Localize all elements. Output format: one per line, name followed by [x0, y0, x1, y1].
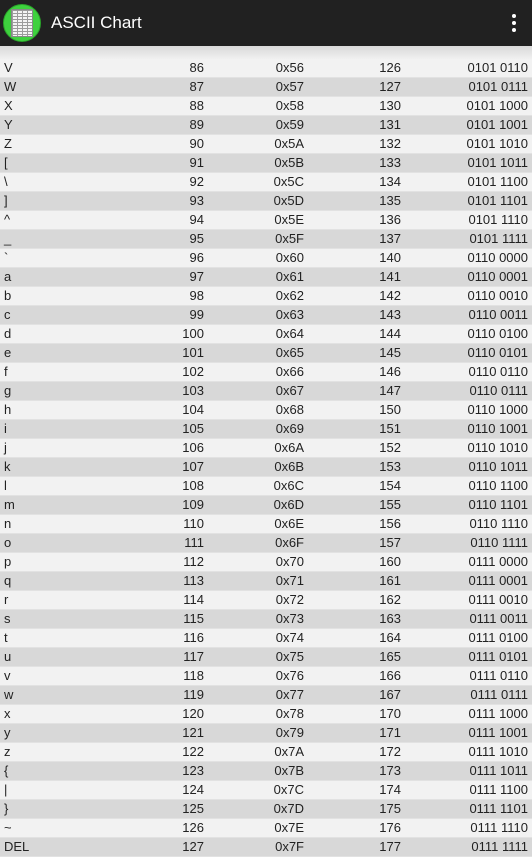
char-cell: q	[4, 573, 12, 588]
octal-cell: 130	[379, 98, 401, 113]
table-row[interactable]	[0, 553, 532, 572]
binary-cell: 0101 1010	[466, 136, 528, 151]
binary-cell: 0111 0100	[468, 630, 528, 645]
hex-cell: 0x6B	[274, 459, 304, 474]
hex-cell: 0x68	[275, 402, 304, 417]
decimal-cell: 109	[182, 497, 204, 512]
char-cell: `	[4, 250, 9, 265]
decimal-cell: 117	[183, 649, 204, 664]
table-row[interactable]	[0, 211, 532, 230]
hex-cell: 0x73	[275, 611, 304, 626]
binary-cell: 0110 0111	[469, 383, 528, 398]
octal-cell: 140	[379, 250, 401, 265]
char-cell: DEL	[4, 839, 30, 854]
decimal-cell: 123	[182, 763, 204, 778]
decimal-cell: 115	[183, 611, 204, 626]
binary-cell: 0101 1000	[466, 98, 528, 113]
char-cell: Y	[4, 117, 13, 132]
decimal-cell: 104	[182, 402, 204, 417]
hex-cell: 0x5C	[273, 174, 304, 189]
table-row[interactable]	[0, 800, 532, 819]
octal-cell: 135	[379, 193, 401, 208]
binary-cell: 0101 1110	[468, 212, 528, 227]
hex-cell: 0x5D	[273, 193, 304, 208]
octal-cell: 153	[379, 459, 401, 474]
binary-cell: 0111 1000	[468, 706, 528, 721]
decimal-cell: 93	[189, 193, 204, 208]
char-cell: w	[4, 687, 14, 702]
hex-cell: 0x71	[275, 573, 304, 588]
hex-cell: 0x76	[275, 668, 304, 683]
decimal-cell: 91	[189, 155, 204, 170]
decimal-cell: 124	[182, 782, 204, 797]
binary-cell: 0111 0000	[468, 554, 528, 569]
octal-cell: 164	[379, 630, 401, 645]
octal-cell: 145	[379, 345, 401, 360]
binary-cell: 0110 1001	[467, 421, 528, 436]
hex-cell: 0x61	[275, 269, 304, 284]
decimal-cell: 116	[183, 630, 204, 645]
overflow-dot	[512, 14, 516, 18]
char-cell: m	[4, 497, 15, 512]
octal-cell: 157	[379, 535, 401, 550]
octal-cell: 144	[379, 326, 401, 341]
char-cell: b	[4, 288, 12, 303]
char-cell: o	[4, 535, 12, 550]
hex-cell: 0x5A	[274, 136, 304, 151]
table-row[interactable]	[0, 173, 532, 192]
decimal-cell: 95	[189, 231, 204, 246]
octal-cell: 160	[379, 554, 401, 569]
hex-cell: 0x59	[275, 117, 304, 132]
binary-cell: 0110 1110	[469, 516, 528, 531]
char-cell: r	[4, 592, 9, 607]
binary-cell: 0111 1001	[468, 725, 528, 740]
binary-cell: 0101 1001	[466, 117, 528, 132]
binary-cell: 0110 1000	[467, 402, 528, 417]
hex-cell: 0x77	[275, 687, 304, 702]
table-row[interactable]	[0, 249, 532, 268]
binary-cell: 0111 1110	[470, 820, 528, 835]
decimal-cell: 89	[189, 117, 204, 132]
table-row[interactable]	[0, 629, 532, 648]
binary-cell: 0110 0000	[467, 250, 528, 265]
table-row[interactable]	[0, 325, 532, 344]
table-row[interactable]	[0, 762, 532, 781]
octal-cell: 146	[379, 364, 401, 379]
hex-cell: 0x5F	[275, 231, 304, 246]
table-row[interactable]	[0, 572, 532, 591]
table-row[interactable]	[0, 382, 532, 401]
octal-cell: 175	[379, 801, 401, 816]
table-row[interactable]	[0, 420, 532, 439]
char-cell: z	[4, 744, 11, 759]
hex-cell: 0x62	[275, 288, 304, 303]
binary-cell: 0111 1111	[471, 839, 528, 854]
decimal-cell: 111	[184, 535, 204, 550]
char-cell: x	[4, 706, 11, 721]
binary-cell: 0101 0111	[468, 79, 528, 94]
binary-cell: 0101 1111	[469, 231, 528, 246]
decimal-cell: 113	[183, 573, 204, 588]
octal-cell: 166	[379, 668, 401, 683]
binary-cell: 0111 0101	[468, 649, 528, 664]
decimal-cell: 126	[182, 820, 204, 835]
table-row[interactable]	[0, 135, 532, 154]
hex-cell: 0x7C	[273, 782, 304, 797]
octal-cell: 174	[379, 782, 401, 797]
char-cell: {	[4, 763, 9, 778]
decimal-cell: 120	[182, 706, 204, 721]
decimal-cell: 90	[189, 136, 204, 151]
char-cell: l	[4, 478, 7, 493]
table-row[interactable]	[0, 59, 532, 78]
binary-cell: 0101 0110	[467, 60, 528, 75]
octal-cell: 176	[379, 820, 401, 835]
char-cell: ^	[4, 212, 11, 227]
table-row[interactable]	[0, 363, 532, 382]
overflow-menu-icon[interactable]	[502, 0, 526, 46]
table-row[interactable]	[0, 401, 532, 420]
binary-cell: 0101 1011	[467, 155, 528, 170]
octal-cell: 143	[379, 307, 401, 322]
binary-cell: 0110 1111	[470, 535, 528, 550]
decimal-cell: 119	[183, 687, 204, 702]
decimal-cell: 92	[189, 174, 204, 189]
hex-cell: 0x5B	[274, 155, 304, 170]
table-row[interactable]	[0, 667, 532, 686]
table-row[interactable]	[0, 610, 532, 629]
ascii-table[interactable]	[0, 59, 532, 857]
octal-cell: 150	[379, 402, 401, 417]
table-row[interactable]	[0, 78, 532, 97]
octal-cell: 156	[379, 516, 401, 531]
octal-cell: 127	[379, 79, 401, 94]
binary-cell: 0111 1101	[469, 801, 528, 816]
table-row[interactable]	[0, 344, 532, 363]
char-cell: u	[4, 649, 12, 664]
decimal-cell: 103	[182, 383, 204, 398]
hex-cell: 0x57	[275, 79, 304, 94]
char-cell: n	[4, 516, 12, 531]
octal-cell: 163	[379, 611, 401, 626]
char-cell: y	[4, 725, 11, 740]
table-row[interactable]	[0, 743, 532, 762]
binary-cell: 0110 0101	[467, 345, 528, 360]
decimal-cell: 97	[189, 269, 204, 284]
octal-cell: 142	[379, 288, 401, 303]
table-row[interactable]	[0, 116, 532, 135]
app-title: ASCII Chart	[51, 13, 142, 32]
decimal-cell: 100	[182, 326, 204, 341]
hex-cell: 0x75	[275, 649, 304, 664]
table-row[interactable]	[0, 192, 532, 211]
char-cell: ~	[4, 820, 12, 835]
decimal-cell: 122	[182, 744, 204, 759]
decimal-cell: 98	[189, 288, 204, 303]
char-cell: f	[4, 364, 8, 379]
table-row[interactable]	[0, 781, 532, 800]
octal-cell: 170	[379, 706, 401, 721]
binary-cell: 0111 0011	[469, 611, 528, 626]
char-cell: j	[4, 440, 7, 455]
table-row[interactable]	[0, 268, 532, 287]
table-row[interactable]	[0, 591, 532, 610]
table-row[interactable]	[0, 97, 532, 116]
hex-cell: 0x67	[275, 383, 304, 398]
table-row[interactable]	[0, 515, 532, 534]
table-row[interactable]	[0, 439, 532, 458]
binary-cell: 0111 0111	[470, 687, 528, 702]
octal-cell: 137	[379, 231, 401, 246]
hex-cell: 0x6E	[274, 516, 304, 531]
overflow-dot	[512, 28, 516, 32]
decimal-cell: 107	[182, 459, 204, 474]
decimal-cell: 96	[189, 250, 204, 265]
binary-cell: 0111 0010	[468, 592, 528, 607]
octal-cell: 155	[379, 497, 401, 512]
binary-cell: 0101 1101	[467, 193, 528, 208]
hex-cell: 0x60	[275, 250, 304, 265]
decimal-cell: 110	[183, 516, 204, 531]
table-row[interactable]	[0, 230, 532, 249]
octal-cell: 126	[379, 60, 401, 75]
hex-cell: 0x56	[275, 60, 304, 75]
app-bar	[0, 0, 532, 46]
char-cell: h	[4, 402, 12, 417]
hex-cell: 0x69	[275, 421, 304, 436]
hex-cell: 0x66	[275, 364, 304, 379]
decimal-cell: 86	[189, 60, 204, 75]
hex-cell: 0x6C	[273, 478, 304, 493]
octal-cell: 133	[379, 155, 401, 170]
octal-cell: 177	[379, 839, 401, 854]
app-icon-grid	[11, 9, 33, 37]
binary-cell: 0111 1011	[469, 763, 528, 778]
binary-cell: 0110 1100	[468, 478, 528, 493]
table-row[interactable]	[0, 686, 532, 705]
decimal-cell: 102	[182, 364, 204, 379]
binary-cell: 0110 1010	[467, 440, 528, 455]
char-cell: t	[4, 630, 8, 645]
hex-cell: 0x7B	[274, 763, 304, 778]
table-row[interactable]	[0, 724, 532, 743]
char-cell: i	[4, 421, 7, 436]
octal-cell: 136	[379, 212, 401, 227]
octal-cell: 152	[379, 440, 401, 455]
table-row[interactable]	[0, 496, 532, 515]
binary-cell: 0111 0001	[468, 573, 528, 588]
table-row[interactable]	[0, 534, 532, 553]
hex-cell: 0x6D	[273, 497, 304, 512]
char-cell: W	[4, 79, 17, 94]
char-cell: _	[4, 231, 12, 246]
table-row[interactable]	[0, 154, 532, 173]
char-cell: ]	[4, 193, 8, 208]
hex-cell: 0x70	[275, 554, 304, 569]
binary-cell: 0111 1100	[469, 782, 528, 797]
hex-cell: 0x58	[275, 98, 304, 113]
table-row[interactable]	[0, 838, 532, 857]
decimal-cell: 118	[183, 668, 204, 683]
octal-cell: 173	[379, 763, 401, 778]
binary-cell: 0111 0110	[469, 668, 528, 683]
decimal-cell: 87	[189, 79, 204, 94]
char-cell: a	[4, 269, 12, 284]
char-cell: c	[4, 307, 11, 322]
table-row[interactable]	[0, 477, 532, 496]
table-row[interactable]	[0, 458, 532, 477]
binary-cell: 0110 0011	[468, 307, 528, 322]
octal-cell: 134	[379, 174, 401, 189]
overflow-dot	[512, 21, 516, 25]
decimal-cell: 88	[189, 98, 204, 113]
table-row[interactable]	[0, 287, 532, 306]
binary-cell: 0110 0110	[468, 364, 528, 379]
hex-cell: 0x6F	[275, 535, 304, 550]
octal-cell: 131	[379, 117, 401, 132]
hex-cell: 0x72	[275, 592, 304, 607]
app-grid-icon[interactable]	[3, 4, 41, 42]
table-row[interactable]	[0, 819, 532, 838]
binary-cell: 0110 1101	[468, 497, 528, 512]
char-cell: e	[4, 345, 12, 360]
octal-cell: 172	[379, 744, 401, 759]
decimal-cell: 114	[183, 592, 204, 607]
hex-cell: 0x5E	[274, 212, 304, 227]
hex-cell: 0x65	[275, 345, 304, 360]
table-row[interactable]	[0, 306, 532, 325]
char-cell: [	[4, 155, 8, 170]
binary-cell: 0110 0010	[467, 288, 528, 303]
hex-cell: 0x7F	[275, 839, 304, 854]
char-cell: s	[4, 611, 11, 626]
hex-cell: 0x79	[275, 725, 304, 740]
octal-cell: 154	[379, 478, 401, 493]
char-cell: |	[4, 782, 8, 797]
hex-cell: 0x7A	[274, 744, 304, 759]
char-cell: X	[4, 98, 13, 113]
octal-cell: 132	[379, 136, 401, 151]
hex-cell: 0x78	[275, 706, 304, 721]
char-cell: k	[4, 459, 11, 474]
hex-cell: 0x64	[275, 326, 304, 341]
decimal-cell: 112	[183, 554, 204, 569]
octal-cell: 141	[379, 269, 401, 284]
hex-cell: 0x7E	[274, 820, 304, 835]
decimal-cell: 101	[182, 345, 204, 360]
decimal-cell: 99	[189, 307, 204, 322]
char-cell: g	[4, 383, 12, 398]
octal-cell: 162	[379, 592, 401, 607]
char-cell: v	[4, 668, 11, 683]
char-cell: V	[4, 60, 13, 75]
decimal-cell: 106	[182, 440, 204, 455]
decimal-cell: 108	[182, 478, 204, 493]
char-cell: p	[4, 554, 12, 569]
char-cell: \	[4, 174, 8, 189]
octal-cell: 147	[379, 383, 401, 398]
hex-cell: 0x63	[275, 307, 304, 322]
octal-cell: 165	[379, 649, 401, 664]
octal-cell: 151	[379, 421, 401, 436]
octal-cell: 171	[379, 725, 401, 740]
hex-cell: 0x6A	[274, 440, 304, 455]
table-row[interactable]	[0, 705, 532, 724]
decimal-cell: 125	[182, 801, 204, 816]
binary-cell: 0110 0100	[467, 326, 528, 341]
binary-cell: 0101 1100	[467, 174, 528, 189]
binary-cell: 0110 0001	[467, 269, 528, 284]
hex-cell: 0x74	[275, 630, 304, 645]
octal-cell: 167	[379, 687, 401, 702]
decimal-cell: 94	[189, 212, 204, 227]
char-cell: d	[4, 326, 12, 341]
decimal-cell: 105	[182, 421, 204, 436]
char-cell: }	[4, 801, 9, 816]
decimal-cell: 127	[182, 839, 204, 854]
binary-cell: 0110 1011	[468, 459, 528, 474]
table-row[interactable]	[0, 648, 532, 667]
binary-cell: 0111 1010	[468, 744, 528, 759]
decimal-cell: 121	[182, 725, 204, 740]
octal-cell: 161	[379, 573, 401, 588]
char-cell: Z	[4, 136, 12, 151]
hex-cell: 0x7D	[273, 801, 304, 816]
